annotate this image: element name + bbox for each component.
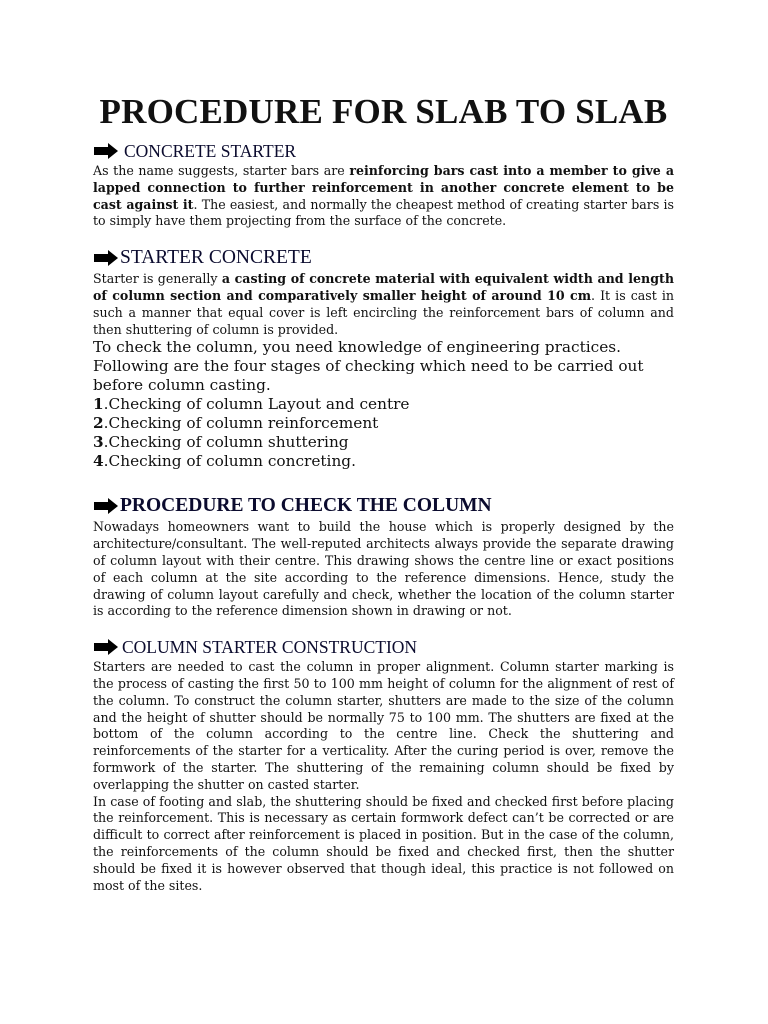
section-paragraph: Nowadays homeowners want to build the house which is properly designed by the architecture/consultant. The well-reputed architects always provide the separate drawing of column layout with their centre. This drawing shows the centre line or exact positions of each column at the site according to the reference dimensions. Hence, study the drawing of column layout carefully and check, whether the location of the column starter is according to the reference dimension shown in drawing or not. <box>93 519 674 619</box>
section-heading-text: CONCRETE STARTER <box>124 140 297 161</box>
body-line: Following are the four stages of checking which need to be carried out before column casting. <box>93 357 644 395</box>
para-text: . It is cast in such a manner that equal cover is left encircling the reinforcement bars of column and then shuttering of column is provided. <box>93 287 674 337</box>
document-page <box>93 0 674 894</box>
para-text: As the name suggests, starter bars are <box>93 163 350 178</box>
list-number: 3 <box>93 433 104 452</box>
section-heading-column-starter-construction <box>93 635 674 659</box>
section-heading-concrete-starter <box>93 139 674 163</box>
arrow-right-icon <box>93 638 119 656</box>
para-bold-text: reinforcing bars cast into a member to give a lapped connection to further reinforcement in another concrete element to be cast against it <box>93 163 674 212</box>
list-item: 4.Checking of column concreting. <box>93 452 356 471</box>
page-title: PROCEDURE FOR SLAB TO SLAB <box>99 92 668 131</box>
section-heading-starter-concrete <box>93 245 674 271</box>
list-number: 4 <box>93 452 104 471</box>
para-text: Starter is generally <box>93 271 222 287</box>
list-text: Checking of column shuttering <box>108 433 349 452</box>
list-item: 2.Checking of column reinforcement <box>93 414 379 433</box>
list-item: 1.Checking of column Layout and centre <box>93 395 410 414</box>
section-paragraph <box>93 271 674 338</box>
section-paragraph: In case of footing and slab, the shuttering should be fixed and checked first before placing the reinforcement. This is necessary as certain formwork defect can’t be corrected or are difficult to correct after reinforcement is placed in position. But in the case of the column, the reinforcements of the column should be fixed and checked first, then the shutter should be fixed it is however observed that though ideal, this practice is not followed on most of the sites. <box>93 793 674 893</box>
list-text: Checking of column Layout and centre <box>108 395 410 414</box>
section-heading-text: PROCEDURE TO CHECK THE COLUMN <box>120 495 492 517</box>
section-heading-text: COLUMN STARTER CONSTRUCTION <box>122 636 418 657</box>
para-text: . The easiest, and normally the cheapest method of creating starter bars is to simply have them projecting from the surface of the concrete. <box>93 196 674 229</box>
list-number: 2 <box>93 414 104 433</box>
arrow-right-icon <box>93 249 119 267</box>
para-bold-text: a casting of concrete material with equivalent width and length of column section and comparatively smaller height of around 10 cm <box>93 271 674 303</box>
list-text: Checking of column reinforcement <box>108 414 379 433</box>
list-text: Checking of column concreting. <box>108 452 356 471</box>
arrow-right-icon <box>93 497 119 515</box>
section-paragraph: Starters are needed to cast the column in proper alignment. Column starter marking is the process of casting the first 50 to 100 mm height of column for the alignment of rest of the column. To construct the column starter, shutters are made to the size of the column and the height of shutter should be normally 75 to 100 mm. The shutters are fixed at the bottom of the column according to the centre line. Check the shuttering and reinforcements of the starter for a verticality. After the curing period is over, remove the formwork of the starter. The shuttering of the remaining column should be fixed by overlapping the shutter on casted starter. <box>93 659 674 792</box>
list-item: 3.Checking of column shuttering <box>93 433 349 452</box>
section-heading-procedure-check <box>93 493 674 519</box>
list-number: 1 <box>93 395 104 414</box>
checking-stages-list <box>93 395 674 471</box>
section-heading-text: STARTER CONCRETE <box>120 247 312 269</box>
arrow-right-icon <box>93 142 119 160</box>
body-line: To check the column, you need knowledge of engineering practices. <box>93 338 621 357</box>
section-paragraph <box>93 163 674 230</box>
